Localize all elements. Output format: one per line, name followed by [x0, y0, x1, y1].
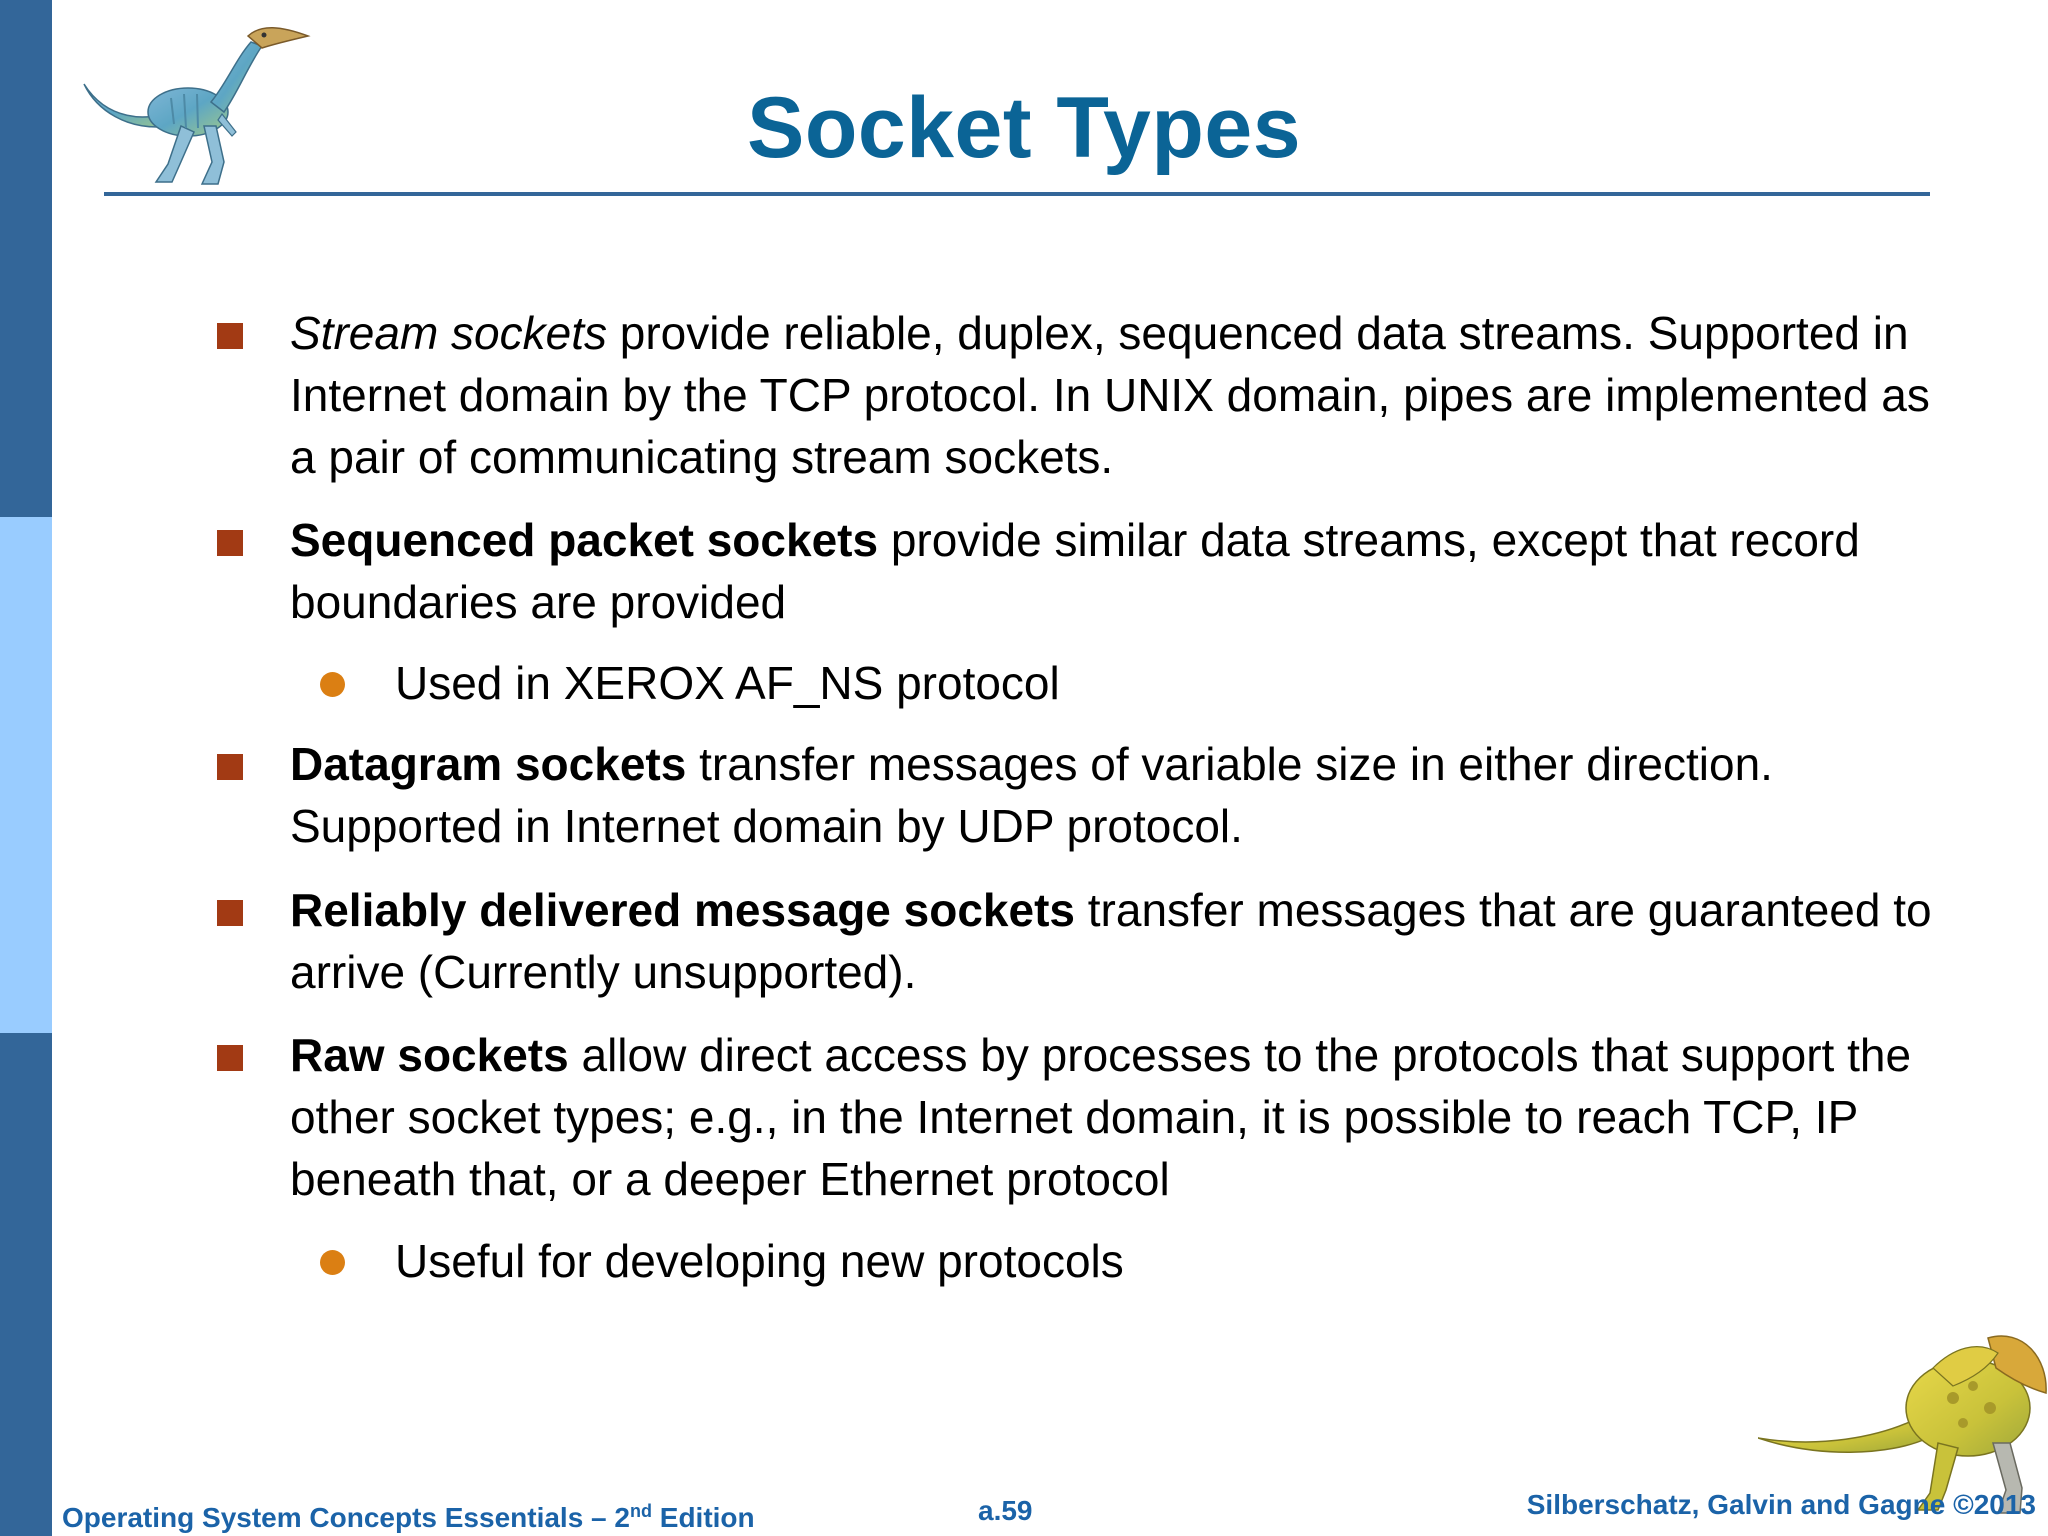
square-bullet-icon [217, 530, 243, 556]
bullet-text: provide reliable, duplex, sequenced data streams. Supported in Internet domain by the TCP protocol. In UNIX domain, pipes are implemented as a pair of communicating stream sockets. [290, 307, 1930, 483]
footer-page-number: a.59 [978, 1495, 1033, 1526]
bullet-text: transfer messages of variable size in either direction. Supported in Internet domain by UDP protocol. [290, 738, 1773, 852]
sub-bullet-text: Used in XEROX AF_NS protocol [395, 657, 1060, 709]
footer-book-superscript: nd [629, 1501, 652, 1521]
sub-bullet-text: Useful for developing new protocols [395, 1235, 1124, 1287]
bullet-text: provide similar data streams, except that record boundaries are provided [290, 514, 1860, 628]
footer-authors: Silberschatz, Galvin and Gagne ©2013 [1526, 1489, 2036, 1520]
square-bullet-icon [217, 900, 243, 926]
square-bullet-icon [217, 754, 243, 780]
bullet-lead: Datagram sockets [290, 738, 687, 790]
bullet-text: allow direct access by processes to the protocols that support the other socket types; e.g., in the Internet domain, it is possible to reach TCP, IP beneath that, or a deeper Ethernet protocol [290, 1029, 1912, 1205]
bullet-lead: Raw sockets [290, 1029, 569, 1081]
bullet-item [290, 879, 1950, 1003]
footer-book-title [62, 1494, 755, 1535]
round-bullet-icon [320, 1250, 345, 1275]
bullet-lead: Sequenced packet sockets [290, 514, 879, 566]
sub-bullet-item [395, 652, 1895, 714]
footer-book-prefix: Operating System Concepts Essentials – 2 [62, 1502, 630, 1533]
bullet-lead: Reliably delivered message sockets [290, 884, 1075, 936]
bullet-item [290, 302, 1950, 488]
bullet-item [290, 733, 1950, 857]
bullet-text: transfer messages that are guaranteed to arrive (Currently unsupported). [290, 884, 1932, 998]
bullet-item [290, 1024, 1950, 1210]
footer-book-suffix: Edition [651, 1502, 755, 1533]
bullet-lead: Stream sockets [290, 307, 607, 359]
slide-title: Socket Types [746, 80, 1302, 176]
round-bullet-icon [320, 672, 345, 697]
square-bullet-icon [217, 323, 243, 349]
sub-bullet-item [395, 1230, 1895, 1292]
bullet-item [290, 509, 1950, 633]
square-bullet-icon [217, 1045, 243, 1071]
